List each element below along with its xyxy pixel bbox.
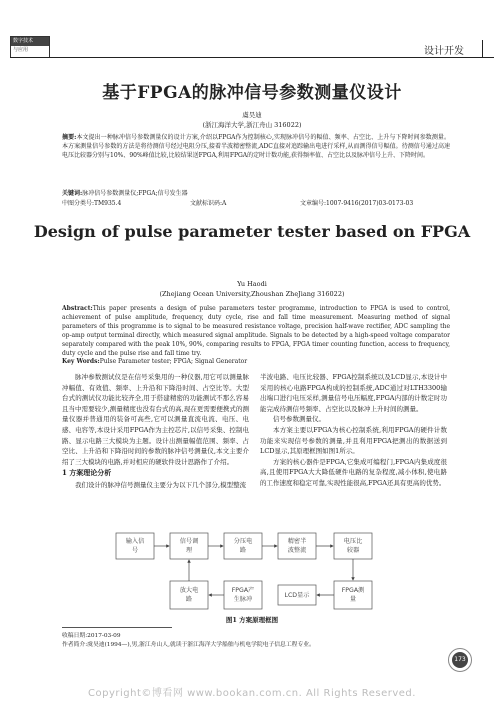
document-code [190,198,226,207]
block-amplifier-label-1: 放大电 [179,587,199,594]
abstract-cn-label: 摘要: [62,134,77,141]
keywords-cn-label: 关键词: [62,190,83,197]
keywords-en [62,358,450,365]
block-comparator-label-2: 较器 [346,547,360,554]
author-cn: 虞昊迪 [242,111,262,119]
doc-code-value: A [222,200,227,207]
header-divider [482,40,483,57]
body-paragraph: 我们设计的脉冲信号测量仪主要分为以下几个部分,模型整流 [75,480,247,489]
keywords-en-text: Pulse Parameter tester; FPGA; Signal Generator [99,358,248,365]
keywords-cn-text: 脉冲信号参数测量仪;FPGA;信号发生器 [82,190,188,197]
journal-logo-line1: 数字技术 [11,37,49,46]
block-conditioning [170,533,208,559]
paper-title-en: Design of pulse parameter tester based on FPGA [33,222,471,241]
body-paragraph: 半波电路、电压比较器、FPGA控制系统以及LCD显示,本设计中采用的核心电路FPGA构成的控制系统,ADC通过对LTH3300输出端口进行电压采样,测量信号电压幅度,FPGA内部的计数定时功能完成待测信号频率、占空比以及脉冲上升时间的测量。 [260,373,447,413]
paper-title-cn: 基于FPGA的脉冲信号参数测量仪设计 [102,83,402,103]
block-amplifier [170,581,208,609]
block-conditioning-label-1: 信号调 [179,538,199,545]
footnote-author-bio: 作者简介:虞昊迪(1994—),男,浙江舟山人,就读于浙江海洋大学船舶与机电学院电子信息工程专业。 [62,642,315,648]
body-column-left [62,372,249,491]
journal-logo [10,36,50,58]
abstract-en-label: Abstract: [62,305,93,312]
figure-caption: 图1 方案原理框图 [225,616,279,624]
clc-label: 中图分类号: [62,200,95,207]
body-paragraph: 信号参数测量仪。 [273,415,325,424]
affiliation-cn: (浙江海洋大学,浙江舟山 316022) [202,121,302,129]
journal-logo-line2: 与应用 [13,47,29,53]
footnote-rule [62,627,172,628]
body-paragraph: 本方案主要以FPGA为核心控制系统,利用FPGA的硬件计数功能来实现信号参数的测量,并且利用FPGA把测出的数据送到LCD显示,其原理框图如图1所示。 [260,425,447,456]
keywords-en-label: Key Words: [62,358,100,365]
doc-code-label: 文献标识码: [190,200,223,207]
copyright-watermark: Copyright©博看网 www.bookan.com.cn. All Rights Reserved. [88,688,416,699]
keywords-cn [62,188,450,197]
abstract-cn [62,133,450,160]
page-number: 173 [452,652,468,668]
abstract-en [62,304,450,358]
block-fpga-gen-label-1: FPGA产 [231,587,255,594]
block-fpga-measure-label-2: 量 [349,596,357,603]
clc-number [62,198,121,207]
block-input-label-1: 输入信 [125,538,145,545]
block-amplifier-label-2: 路 [185,596,193,603]
article-no-value: 1007-9416(2017)03-0173-03 [326,200,414,207]
block-fpga-measure-label-1: FPGA测 [341,587,365,594]
article-no-label: 文章编号: [300,200,327,207]
article-number [300,198,413,207]
affiliation-en: (Zhejiang Ocean University,Zhoushan ZheJiang 316022) [159,290,345,298]
body-paragraph: 脉冲参数测试仪是在信号采集用的一种仪器,用它可以测量脉冲幅值、有效值、频率、上升沿和下降沿时间、占空比等。大型台式的测试仪功能比较齐全,用于搭建精密的功能测试不那么容易且当中需要较少,测量精度也没有台式的高,现在更需要便携式的测量仪器并普通用的装备可高些,它可以测量直流电流、电压、电感、电容等,本设计采用FPGA作为主控芯片,以信号采集、控制电路、显示电路三大模块为主题。设计出测量幅值范围、频率、占空比、上升沿和下降沿时间的参数的脉冲信号测量仪,本文主要介绍了三大模块的电路,并对相应的硬软件设计思路作了介绍。 [62,373,249,466]
block-divider-label-1: 分压电 [233,538,253,545]
abstract-en-text: This paper presents a design of pulse parameters tester programme, introduction to FPGA is used to control, achievement of pulse amplitude, frequency, duty cycle, rise and fall time measurement. Measuring method of signal parameters of this programme is to signal to be measured resistance voltage, precision half-wave rectifier, ADC sampling the op-amp output terminal directly, which measured signal amplitude. Signals to be detected by a high-speed voltage comparator separately compared with the peak 10%, 90%, comparing results to FPGA, FPGA timer counting function, access to frequency, duty cycle and the pulse rise and fall time try. [62,305,450,357]
block-divider [224,533,262,559]
body-paragraph: 方案的核心器件是FPGA,它集成可编程门,FPGA内集成度很高,且使用FPGA大大降低硬件电路的复杂程度,减小体积,使电路的工作速度和稳定可靠,实现性能很高,FPGA还具有更高的优势。 [260,457,447,487]
section-heading: 1 方案理论分析 [62,468,112,478]
footnote-received: 收稿日期:2017-03-09 [62,633,121,639]
abstract-cn-text: 本文提出一种脉冲信号参数测量仪的设计方案,介绍以FPGA作为控制核心,实现脉冲信号的幅值、频率、占空比、上升与下降时间参数测量。本方案测量信号参数的方法是将待测信号经过电阻分压,接着半波精密整流,ADC直接对追踪输出电进行采样,从而测得信号幅值。待测信号通过高速电压比较器分别与10%、90%峰值比较,比较结果送FPGA,利用FPGA的定时计数功能,获得频率值、占空比以及脉冲信号上升、下降时间。 [62,134,450,159]
block-rectifier [278,533,316,559]
block-comparator-label-1: 电压比 [343,538,363,545]
block-divider-label-2: 路 [239,547,247,554]
block-conditioning-label-2: 理 [185,547,193,554]
block-input-label-2: 号 [131,547,139,554]
block-fpga-gen [224,581,262,609]
block-rectifier-label-1: 精密半 [287,538,307,545]
block-rectifier-label-2: 波整流 [287,547,307,554]
block-comparator [334,533,372,559]
author-en: Yu Haodi [237,280,267,288]
header-rule [10,57,494,58]
block-fpga-gen-label-2: 生脉冲 [233,596,253,603]
section-tag: 设计开发 [424,46,464,57]
body-column-right [260,372,447,489]
block-lcd-label: LCD显示 [284,592,310,599]
clc-value: TM935.4 [94,200,122,207]
block-fpga-measure [334,581,372,609]
block-input [116,533,154,559]
block-diagram [112,529,402,615]
